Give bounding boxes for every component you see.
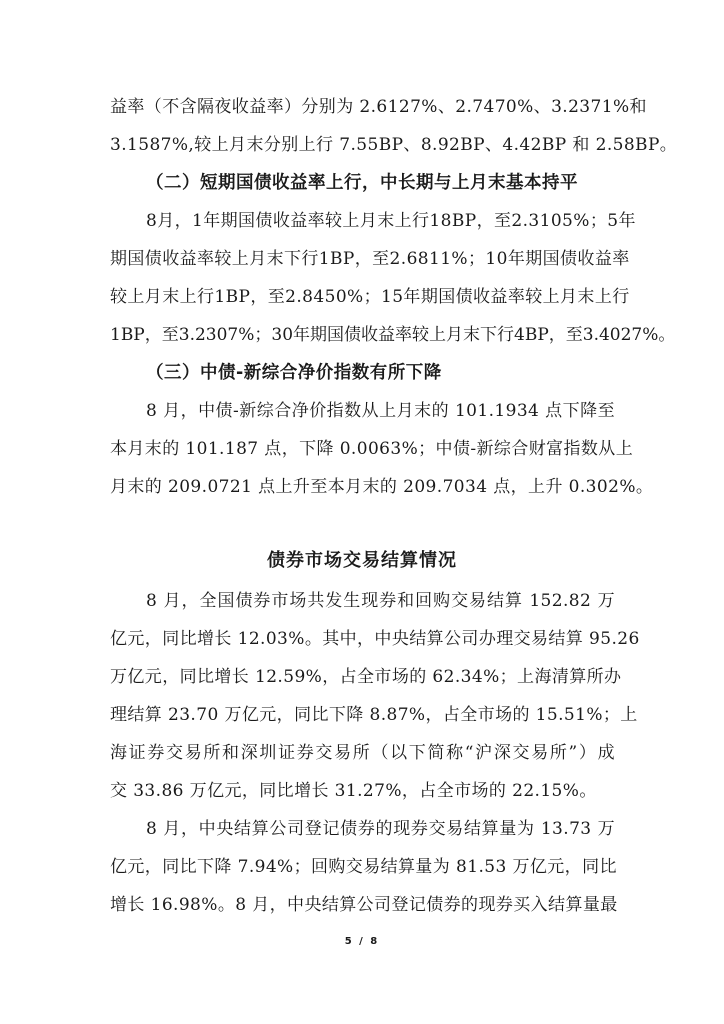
body-line: 交 33.86 万亿元，同比增长 31.27%，占全市场的 22.15%。 [110, 781, 597, 801]
body-line: 亿元，同比增长 12.03%。其中，中央结算公司办理交易结算 95.26 [110, 629, 640, 649]
body-line: 海证券交易所和深圳证券交易所（以下简称“沪深交易所”）成 [110, 743, 615, 763]
page-number: 5 / 8 [344, 936, 380, 947]
section-heading-short-term-yield: （二）短期国债收益率上行，中长期与上月末基本持平 [146, 173, 578, 193]
body-line: 较上月末上行1BP，至2.8450%；15年期国债收益率较上月末上行 [110, 287, 630, 307]
section-heading-index: （三）中债-新综合净价指数有所下降 [146, 363, 442, 383]
body-line: 增长 16.98%。8 月，中央结算公司登记债券的现券买入结算量最 [110, 895, 618, 915]
body-line: 亿元，同比下降 7.94%；回购交易结算量为 81.53 万亿元，同比 [110, 857, 617, 877]
body-line: 月末的 209.0721 点上升至本月末的 209.7034 点，上升 0.302%。 [110, 477, 654, 497]
section-title-settlement: 债券市场交易结算情况 [267, 550, 457, 571]
body-line: 本月末的 101.187 点，下降 0.0063%；中债-新综合财富指数从上 [110, 439, 634, 459]
body-line: 1BP，至3.2307%；30年期国债收益率较上月末下行4BP，至3.4027%。 [110, 325, 676, 345]
body-line: 3.1587%,较上月末分别上行 7.55BP、8.92BP、4.42BP 和 2.58BP。 [110, 135, 678, 155]
body-line: 8 月，全国债券市场共发生现券和回购交易结算 152.82 万 [146, 591, 615, 611]
body-line: 益率（不含隔夜收益率）分别为 2.6127%、2.7470%、3.2371%和 [110, 97, 647, 117]
body-line: 8月，1年期国债收益率较上月末上行18BP，至2.3105%；5年 [146, 211, 636, 231]
body-line: 万亿元，同比增长 12.59%，占全市场的 62.34%；上海清算所办 [110, 667, 622, 687]
body-line: 期国债收益率较上月末下行1BP，至2.6811%；10年期国债收益率 [110, 249, 630, 269]
body-line: 理结算 23.70 万亿元，同比下降 8.87%，占全市场的 15.51%；上 [110, 705, 638, 725]
body-line: 8 月，中债-新综合净价指数从上月末的 101.1934 点下降至 [146, 401, 615, 421]
body-line: 8 月，中央结算公司登记债券的现券交易结算量为 13.73 万 [146, 819, 615, 839]
